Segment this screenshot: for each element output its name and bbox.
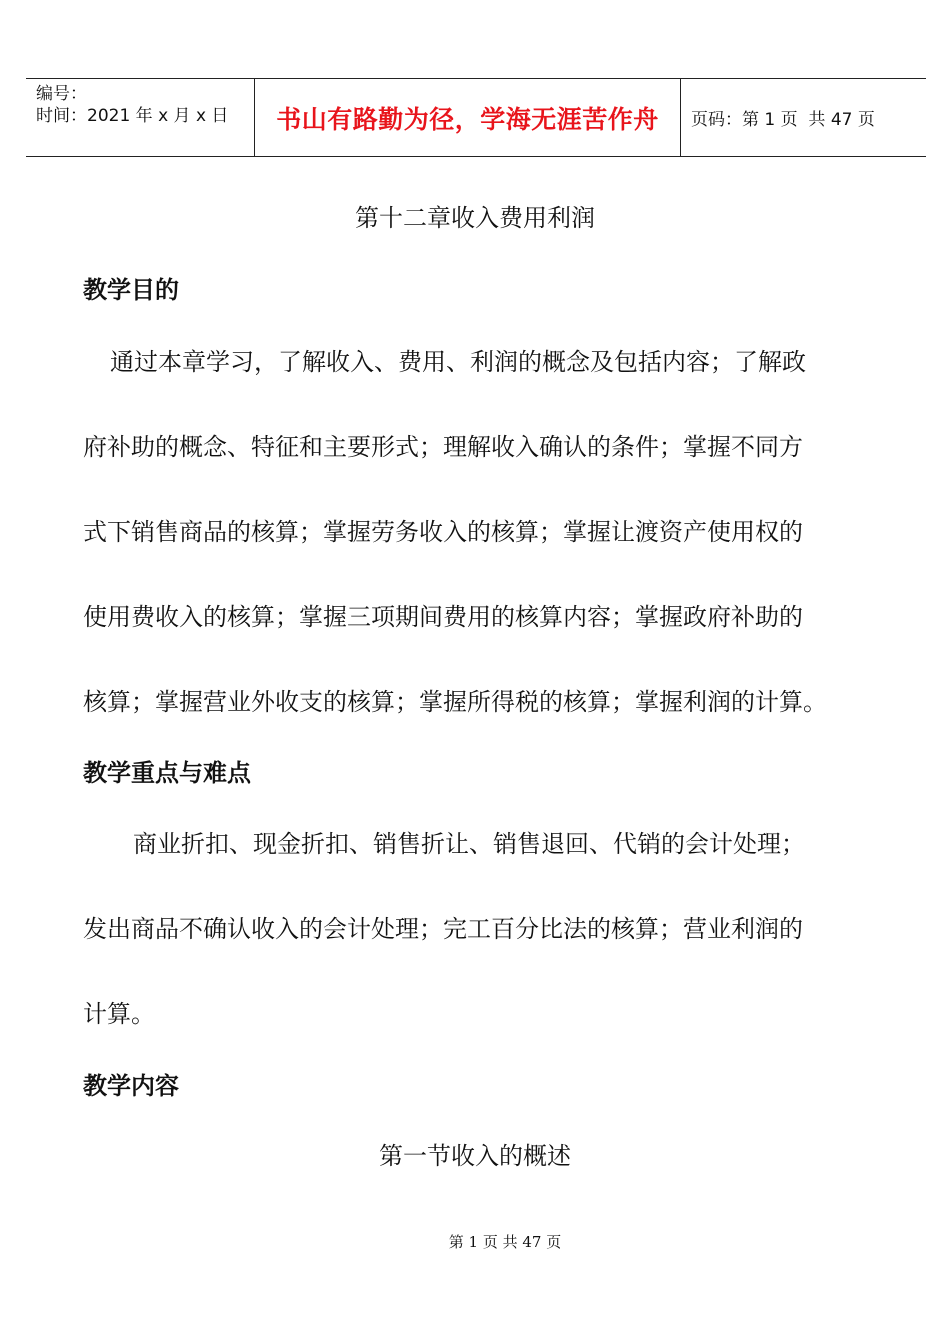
key-points-line: 计算。 <box>83 1000 155 1028</box>
header-page-cell <box>681 79 926 156</box>
key-points-line: 商业折扣、现金折扣、销售折让、销售退回、代销的会计处理； <box>133 830 805 858</box>
objectives-line: 府补助的概念、特征和主要形式；理解收入确认的条件；掌握不同方 <box>83 433 803 461</box>
header-number-label: 编号： <box>36 84 87 104</box>
content-heading: 教学内容 <box>83 1072 179 1100</box>
page-header <box>26 78 926 157</box>
header-page-label: 页码：第 1 页 共 47 页 <box>691 110 875 130</box>
objectives-heading: 教学目的 <box>83 276 179 304</box>
page-footer: 第 1 页 共 47 页 <box>448 1233 562 1251</box>
objectives-line: 使用费收入的核算；掌握三项期间费用的核算内容；掌握政府补助的 <box>83 603 803 631</box>
chapter-title: 第十二章收入费用利润 <box>355 204 595 232</box>
objectives-line: 式下销售商品的核算；掌握劳务收入的核算；掌握让渡资产使用权的 <box>83 518 803 546</box>
objectives-line: 核算；掌握营业外收支的核算；掌握所得税的核算；掌握利润的计算。 <box>83 688 827 716</box>
header-info-cell <box>26 79 255 156</box>
header-motto: 书山有路勤为径，学海无涯苦作舟 <box>255 79 681 156</box>
key-points-line: 发出商品不确认收入的会计处理；完工百分比法的核算；营业利润的 <box>83 915 803 943</box>
section-subtitle: 第一节收入的概述 <box>379 1142 571 1170</box>
key-points-heading: 教学重点与难点 <box>83 759 251 787</box>
header-time-label: 时间：2021 年 x 月 x 日 <box>36 106 229 126</box>
objectives-line: 通过本章学习，了解收入、费用、利润的概念及包括内容；了解政 <box>110 348 806 376</box>
